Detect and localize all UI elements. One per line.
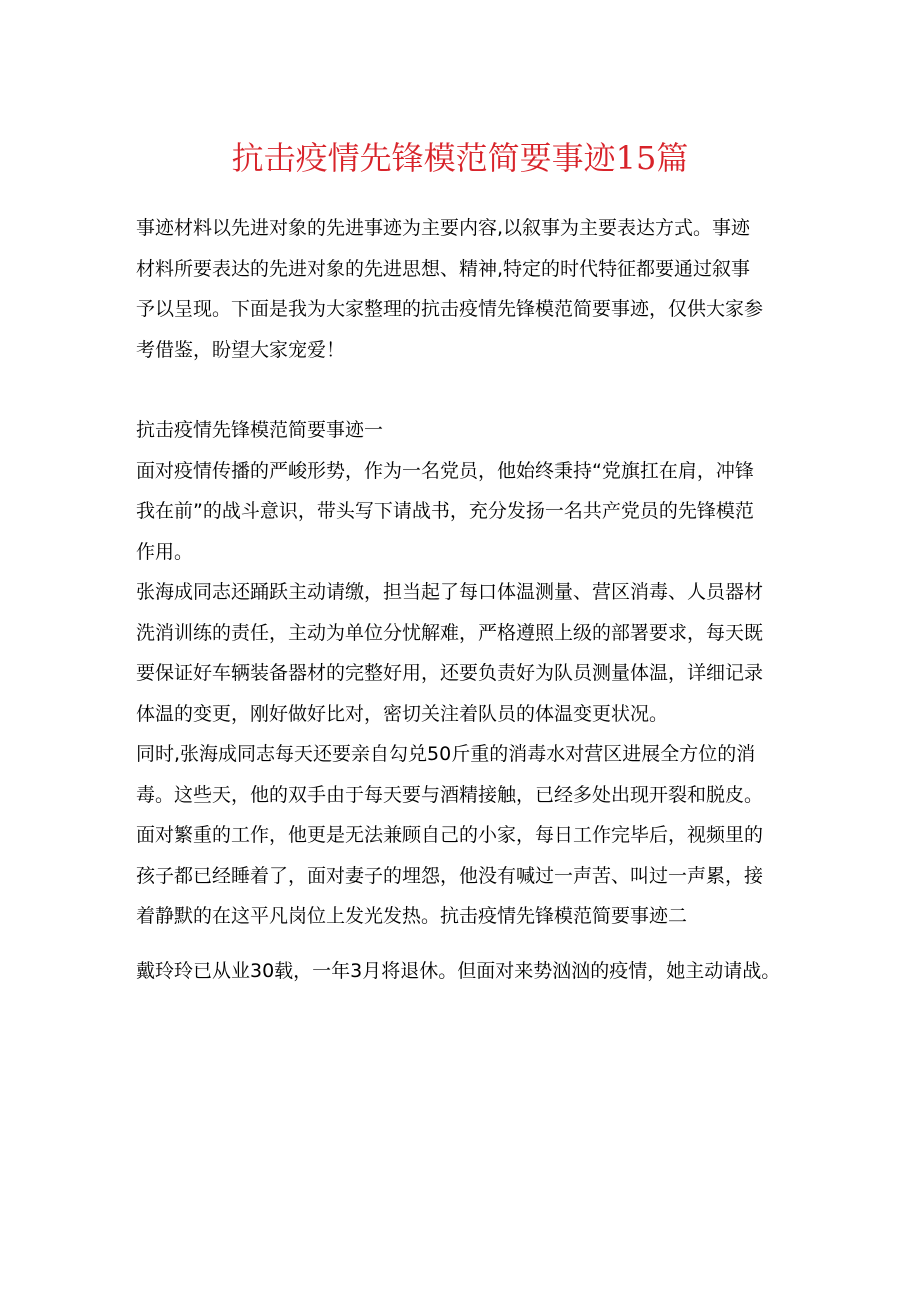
section-heading: 抗击疫情先锋模范简要事迹一	[136, 419, 384, 441]
text-line: 予以呈现。下面是我为大家整理的抗击疫情先锋模范简要事迹，仅供大家参	[136, 298, 764, 320]
spacer	[136, 370, 796, 410]
text-line: 考借鉴，盼望大家宠爱！	[136, 338, 346, 361]
paragraph	[136, 951, 796, 992]
intro-paragraph	[136, 208, 796, 370]
text-line: 洗消训练的责任，主动为单位分忧解难，严格遵照上级的部署要求，每天既	[136, 621, 764, 644]
text-line: 面对疫情传播的严峻形势，作为一名党员，他始终秉持“党旗扛在肩，冲锋	[136, 459, 754, 482]
document-title: 抗击疫情先锋模范简要事迹15篇	[231, 139, 689, 177]
text-line: 材料所要表达的先进对象的先进思想、精神,特定的时代特征都要通过叙事	[136, 257, 751, 280]
text-line: 毒。这些天，他的双手由于每天要与酒精接触，已经多处出现开裂和脱皮。	[136, 783, 764, 806]
text-line: 体温的变更，刚好做好比对，密切关注着队员的体温变更状况。	[136, 702, 669, 725]
spacer	[136, 937, 796, 951]
text-line: 面对繁重的工作，他更是无法兼顾自己的小家，每日工作完毕后，视频里的	[136, 824, 764, 846]
paragraph	[136, 451, 796, 573]
text-line: 事迹材料以先进对象的先进事迹为主要内容,以叙事为主要表达方式。事迹	[136, 217, 751, 239]
text-line: 张海成同志还踊跃主动请缴，担当起了每口体温测量、营区消毒、人员器材	[136, 581, 764, 603]
paragraph	[136, 734, 796, 937]
text-line: 同时,张海成同志每天还要亲自勾兑50斤重的消毒水对营区进展全方位的消	[136, 743, 756, 765]
text-line: 我在前”的战斗意识，带头写下请战书，充分发扬一名共产党员的先锋模范	[136, 500, 754, 522]
text-line: 着静默的在这平凡岗位上发光发热。抗击疫情先锋模范简要事迹二	[136, 905, 688, 927]
paragraph	[136, 572, 796, 734]
text-line: 孩子都已经睡着了，面对妻子的埋怨，他没有喊过一声苦、叫过一声累，接	[136, 864, 764, 887]
text-line: 要保证好车辆装备器材的完整好用，还要负责好为队员测量体温，详细记录	[136, 662, 764, 684]
text-line: 作用。	[136, 540, 194, 563]
text-line: 戴玲玲已从业30载，一年3月将退休。但面对来势汹汹的疫情，她主动请战。	[136, 959, 781, 982]
document-body	[136, 208, 796, 991]
